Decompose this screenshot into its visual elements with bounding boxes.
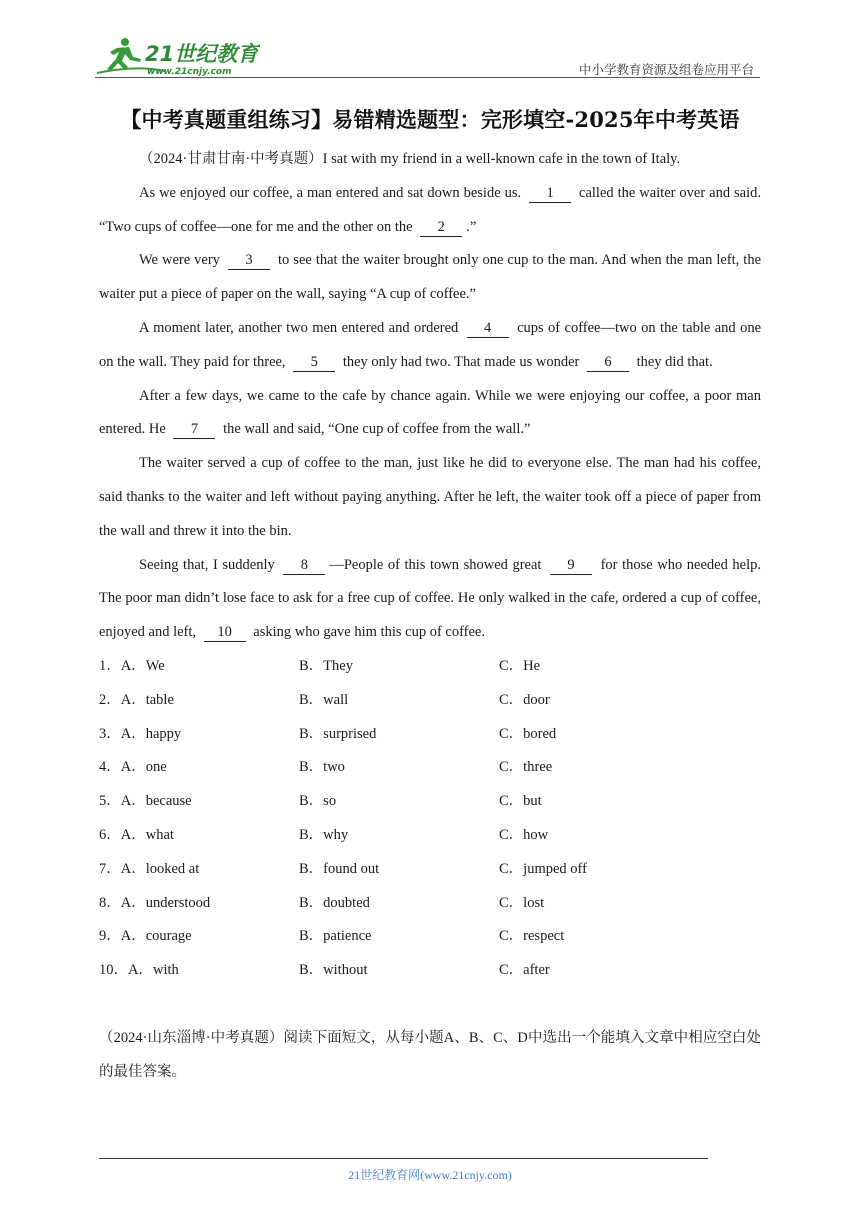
option-a [99,853,299,887]
blank-3: 3 [228,252,270,270]
paragraph-text: As we enjoyed our coffee, a man entered and sat down beside us. [139,184,522,201]
option-row-8 [99,887,761,921]
option-b: B．two [299,759,345,776]
site-logo [95,35,260,77]
passage-paragraph-3 [99,244,761,312]
paragraph-text: they only had two. That made us wonder [342,353,580,370]
question-number: 7． [99,860,121,877]
option-row-10 [99,954,761,988]
question-number: 1． [99,657,121,674]
options-list [99,650,761,988]
paragraph-text: called the waiter over and said. “Two cups of coffee—one for me and the other on the [99,184,762,235]
blank-7: 7 [173,421,215,439]
next-question-intro: （2024·山东淄博·中考真题）阅读下面短文，从每小题A、B、C、D中选出一个能填入文章中相应空白处的最佳答案。 [99,1029,761,1080]
option-c: C．after [499,962,550,979]
option-a [99,954,299,988]
option-a [99,718,299,752]
paragraph-text: I sat with my friend in a well-known cafe in the town of Italy. [322,151,681,167]
passage [99,143,761,1089]
option-a [99,920,299,954]
option-row-3 [99,718,761,752]
option-c: C．door [499,691,550,708]
paragraph-text: the wall and said, “One cup of coffee from the wall.” [223,421,531,438]
blank-5: 5 [293,354,335,372]
page-header [95,30,760,80]
question-number: 9． [99,928,121,945]
option-row-4 [99,751,761,785]
paragraph-text: After a few days, we came to the cafe by chance again. While we were enjoying our coffee, a poor man entered. He [99,387,761,438]
option-a [99,785,299,819]
option-a [99,887,299,921]
svg-text:www.21cnjy.com: www.21cnjy.com [147,67,232,77]
question-number: 5． [99,793,121,810]
paragraph-text: —People of this town showed great [329,556,542,573]
question-number: 6． [99,826,121,843]
paragraph-text: to see that the waiter brought only one cup to the man. And when the man left, the waiter put a piece of paper on the wall, saying “A cup of coffee.” [99,252,762,303]
spacer [99,988,761,1022]
option-c: C．lost [499,894,545,911]
question-number: 3． [99,725,121,742]
question-number: 8． [99,894,121,911]
option-b: B．They [299,657,353,674]
header-tagline: 中小学教育资源及组卷应用平台 [578,62,754,77]
option-a [99,751,299,785]
option-a-text: A．one [120,759,167,776]
option-b: B．found out [299,860,380,877]
option-row-7 [99,853,761,887]
option-a-text: A．understood [120,894,211,911]
option-a-text: A．because [120,793,192,810]
question-number: 10． [99,962,128,979]
header-divider [95,77,760,78]
option-c: C．He [499,657,541,674]
option-c: C．respect [499,928,565,945]
option-b: B．surprised [299,725,377,742]
option-row-9 [99,920,761,954]
option-a-text: A．looked at [120,860,200,877]
blank-9: 9 [550,557,592,575]
passage-paragraph-2 [99,177,761,245]
option-a-text: A．table [120,691,174,708]
option-row-2 [99,684,761,718]
blank-2: 2 [420,219,462,237]
blank-8: 8 [283,557,325,575]
option-c: C．bored [499,725,557,742]
question-source: （2024·甘肃甘南·中考真题） [139,151,323,167]
option-c: C．how [499,826,549,843]
blank-1: 1 [529,185,571,203]
option-a-text: A．with [128,962,179,979]
svg-text:21世纪教育: 21世纪教育 [145,42,259,66]
paragraph-text: Seeing that, I suddenly [139,556,275,573]
option-b: B．why [299,826,349,843]
paragraph-text: asking who gave him this cup of coffee. [253,624,485,641]
option-a-text: A．courage [120,928,192,945]
option-b: B．without [299,962,368,979]
option-c: C．but [499,793,542,810]
passage-paragraph-6: The waiter served a cup of coffee to the man, just like he did to everyone else. The man had his coffee, said thanks to the waiter and left without paying anything. After he left, the waiter took off a piece of paper from the wall and threw it into the bin. [99,455,761,539]
option-a [99,819,299,853]
paragraph-text: they did that. [636,353,713,370]
blank-6: 6 [587,354,629,372]
paragraph-text: We were very [139,252,220,269]
option-b: B．wall [299,691,349,708]
paragraph-text: A moment later, another two men entered and ordered [139,319,459,336]
question-number: 2． [99,691,121,708]
option-a-text: A．We [120,657,165,674]
option-a-text: A．happy [120,725,182,742]
paragraph-text: cups of coffee—two on the table and one on the wall. They paid for three, [99,319,762,370]
passage-paragraph-4 [99,312,761,380]
option-row-5 [99,785,761,819]
option-a [99,650,299,684]
page-title: 【中考真题重组练习】易错精选题型：完形填空-2025年中考英语 [120,107,740,132]
option-a [99,684,299,718]
paragraph-text: .” [466,218,477,235]
option-b: B．doubted [299,894,370,911]
page-footer: 21世纪教育网(www.21cnjy.com) [348,1168,512,1182]
passage-paragraph-1 [99,143,761,177]
option-c: C．three [499,759,553,776]
passage-paragraph-5 [99,380,761,448]
passage-paragraph-7 [99,549,761,650]
blank-10: 10 [204,624,246,642]
option-b: B．patience [299,928,372,945]
option-b: B．so [299,793,337,810]
option-a-text: A．what [120,826,174,843]
footer-divider [99,1158,708,1159]
paragraph-text: for those who needed help. The poor man didn’t lose face to ask for a free cup of coffee. He only walked in the cafe, ordered a cup of coffee, enjoyed and left, [99,556,762,641]
option-c: C．jumped off [499,860,587,877]
blank-4: 4 [467,320,509,338]
option-row-1 [99,650,761,684]
question-number: 4． [99,759,121,776]
option-row-6 [99,819,761,853]
